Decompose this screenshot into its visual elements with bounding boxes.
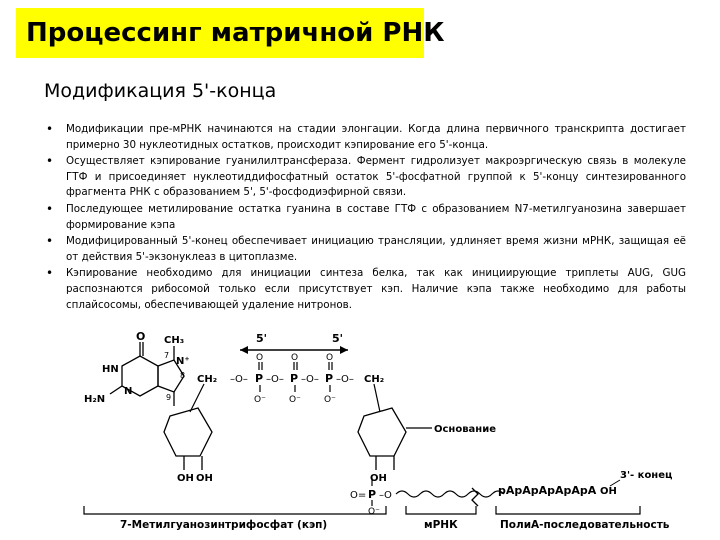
ch2-label: CH₂ — [364, 374, 385, 385]
triphosphate-bridge — [190, 353, 384, 412]
o-minus-label: O⁻ — [254, 395, 266, 405]
bullet-item: • Кэпирование необходимо для инициации синтеза белка, так как инициирующие триплеты AUG, GUG распознаются рибосомой только если присутствует кэп. Наличие кэпа также необходимо для работы сплайсосомы, обеспечивающей удаление нитронов. — [46, 266, 686, 313]
o-minus-label: O⁻ — [324, 395, 336, 405]
o-label: –O — [379, 490, 392, 501]
p-label: P — [255, 372, 264, 385]
atom-o: O — [326, 353, 334, 363]
atom-n: N — [124, 386, 133, 397]
methyl-label: CH₃ — [164, 335, 185, 346]
o-label: –O– — [230, 374, 248, 385]
base-label: Основание — [434, 424, 496, 435]
mrna-label: мРНК — [424, 519, 458, 531]
o-label: –O– — [336, 374, 354, 385]
num-7: 7 — [164, 351, 170, 360]
o-minus-label: O⁻ — [289, 395, 301, 405]
bullet-item: • Модифицированный 5'-конец обеспечивает инициацию трансляции, удлиняет время жизни мРНК, защищая её от действия 5'-экзонуклеаз в цитоплазме. — [46, 234, 686, 265]
o-minus-label: O⁻ — [368, 507, 380, 517]
oh-label: OH — [196, 473, 213, 484]
h2n-label: H₂N — [84, 394, 106, 405]
oh-label: OH — [370, 473, 387, 484]
direction-arrow — [240, 332, 348, 354]
num-9: 9 — [166, 393, 172, 402]
hn-label: HN — [102, 364, 119, 375]
brackets — [84, 506, 640, 514]
polya-label: ПолиА-последовательность — [500, 519, 670, 531]
arrow-left-label: 5' — [256, 332, 268, 345]
bullet-item: • Последующее метилирование остатка гуанина в составе ГТФ с образованием N7-метилгуанозина завершает формирование кэпа — [46, 202, 686, 233]
bullet-list — [46, 122, 686, 314]
bullet-item: • Модификации пре-мРНК начинаются на стадии элонгации. Когда длина первичного транскрипта достигает примерно 30 нуклеотидных остатков, происходит кэпирование его 5'-конца. — [46, 122, 686, 153]
page-title: Процессинг матричной РНК — [26, 18, 445, 48]
p-label: P — [290, 372, 299, 385]
guanine-ring — [110, 342, 184, 406]
bullet-item: • Осуществляет кэпирование гуанилилтрансфераза. Фермент гидролизует макроэргическую связь в молекуле ГТФ и присоединяет нуклеотиддифосфатный остаток 5'-фосфатной группой к 5'-концу синтезированного фрагмента РНК с образованием 5', 5'-фосфодиэфирной связи. — [46, 154, 686, 201]
poly-a-sequence: pApApApApApA — [498, 484, 597, 497]
p-label: P — [368, 488, 377, 501]
o-label: –O– — [266, 374, 284, 385]
cap-structure-diagram — [80, 328, 700, 538]
right-ribose — [358, 408, 432, 470]
cap-label: 7-Метилгуанозинтрифосфат (кэп) — [120, 519, 328, 531]
atom-o: O — [136, 330, 146, 343]
n-plus-label: N⁺ — [176, 356, 190, 367]
p-label: P — [325, 372, 334, 385]
oh-end-label: OH — [600, 486, 617, 497]
section-subtitle: Модификация 5'-конца — [44, 80, 277, 102]
o-label: –O– — [301, 374, 319, 385]
arrow-right-label: 5' — [332, 332, 344, 345]
three-end-label: 3'- конец — [620, 470, 673, 481]
atom-o: O — [256, 353, 264, 363]
left-ribose — [164, 408, 212, 470]
atom-o: O — [291, 353, 299, 363]
oh-label: OH — [177, 473, 194, 484]
ch2-label: CH₂ — [197, 374, 218, 385]
o-label: O= — [350, 490, 367, 501]
title-banner — [16, 8, 445, 58]
num-8: 8 — [180, 371, 186, 380]
